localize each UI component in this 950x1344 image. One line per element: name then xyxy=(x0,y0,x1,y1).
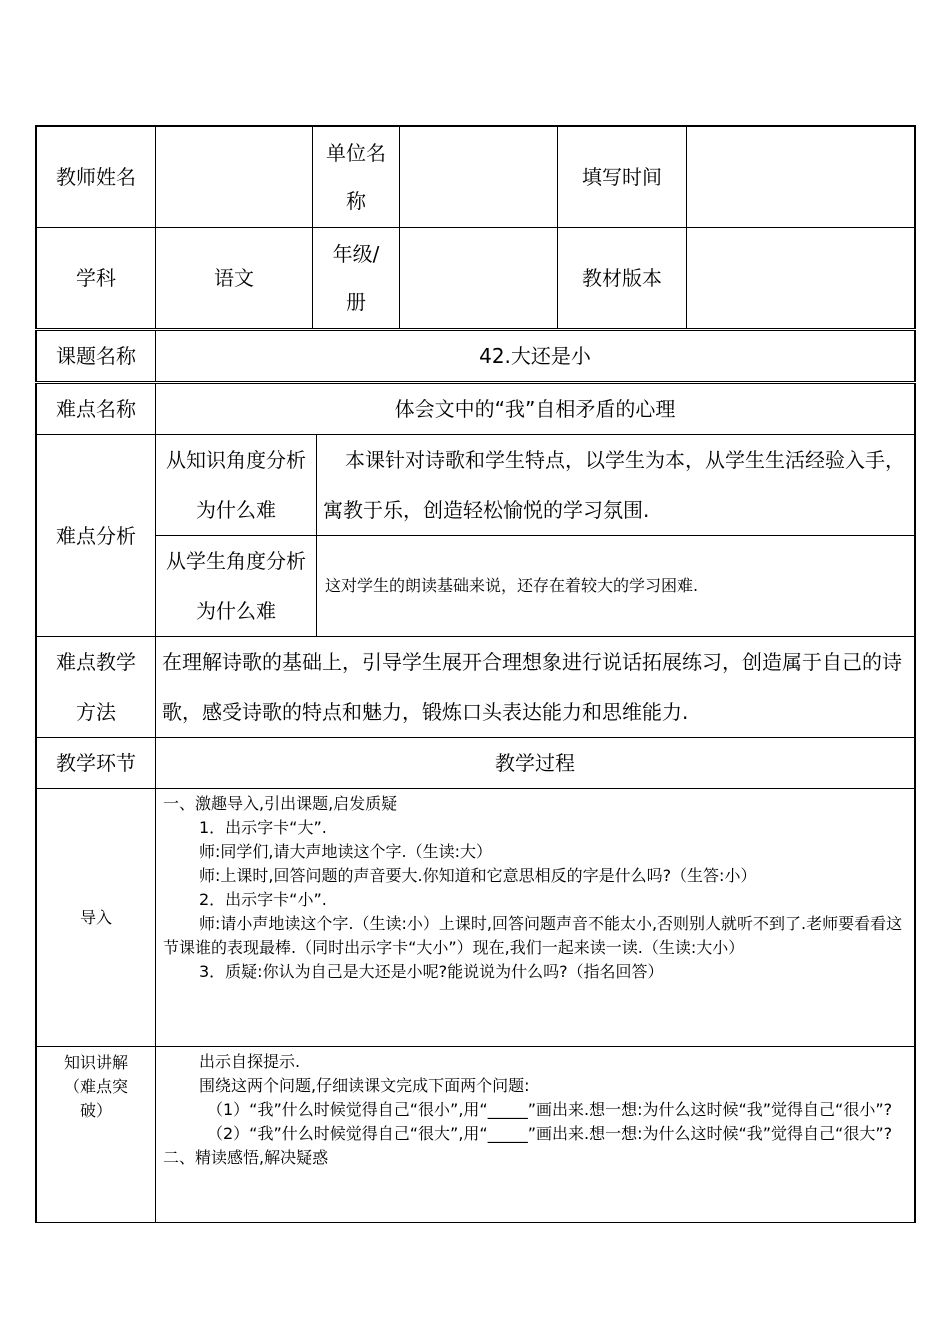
subject-label: 学科 xyxy=(76,266,116,290)
student-analysis-row xyxy=(156,536,914,636)
knowledge-line: 出示自探提示. xyxy=(199,1052,301,1071)
difficulty-value: 体会文中的“我”自相矛盾的心理 xyxy=(394,397,676,421)
knowledge-angle-text-cell xyxy=(317,435,914,535)
knowledge-angle-text: 本课针对诗歌和学生特点，以学生为本，从学生生活经验入手，寓教于乐，创造轻松愉悦的学习氛围. xyxy=(323,448,905,522)
student-angle-label: 从学生角度分析为什么难 xyxy=(166,549,306,623)
intro-label: 导入 xyxy=(79,907,112,927)
knowledge-angle-label: 从知识角度分析为什么难 xyxy=(166,448,306,522)
intro-line: 一、激趣导入,引出课题,启发质疑 xyxy=(163,794,398,813)
fill-time-label: 填写时间 xyxy=(582,165,662,189)
process-title: 教学过程 xyxy=(495,751,575,775)
intro-line: 2．出示字卡“小”. xyxy=(199,890,327,909)
intro-line: 3．质疑:你认为自己是大还是小呢?能说说为什么吗?（指名回答） xyxy=(199,962,664,981)
unit-name-value[interactable] xyxy=(400,127,557,227)
method-label: 难点教学方法 xyxy=(56,650,136,724)
row-teacher xyxy=(35,127,916,227)
analysis-label: 难点分析 xyxy=(56,523,136,548)
row-intro xyxy=(35,789,916,1046)
row-analysis xyxy=(35,435,916,636)
intro-line: 师:请小声地读这个字.（生读:小）上课时,回答问题声音不能太小,否则别人就听不到了.老师要看看这节课谁的表现最棒.（同时出示字卡“大小”）现在,我们一起来读一读.（生读:大小） xyxy=(163,914,903,957)
intro-line: 师:同学们,请大声地读这个字.（生读:大） xyxy=(199,842,492,861)
teacher-name-label: 教师姓名 xyxy=(56,165,136,189)
intro-line: 1．出示字卡“大”. xyxy=(199,818,327,837)
topic-label: 课题名称 xyxy=(56,344,136,368)
method-text: 在理解诗歌的基础上，引导学生展开合理想象进行说话拓展练习，创造属于自己的诗歌，感受诗歌的特点和魅力，锻炼口头表达能力和思维能力. xyxy=(162,650,902,724)
row-difficulty xyxy=(35,384,916,434)
knowledge-analysis-row xyxy=(156,435,914,535)
row-topic xyxy=(35,331,916,381)
row-knowledge xyxy=(35,1047,916,1222)
grade-value[interactable] xyxy=(400,228,557,328)
knowledge-line: （2）“我”什么时候觉得自己“很大”,用“_____”画出来.想一想:为什么这时候“我”觉得自己“很大”? xyxy=(207,1124,893,1143)
subject-value: 语文 xyxy=(214,266,254,290)
fill-time-value[interactable] xyxy=(687,127,914,227)
knowledge-line: 二、精读感悟,解决疑惑 xyxy=(163,1148,329,1167)
unit-name-label: 单位名称 xyxy=(326,141,386,213)
textbook-value[interactable] xyxy=(687,228,914,328)
topic-value: 42.大还是小 xyxy=(479,344,591,368)
knowledge-line: 围绕这两个问题,仔细读课文完成下面两个问题: xyxy=(199,1076,530,1095)
student-angle-text-cell xyxy=(317,536,914,636)
row-process-header xyxy=(35,738,916,788)
lesson-plan-table xyxy=(35,125,916,1223)
intro-line: 师:上课时,回答问题的声音要大.你知道和它意思相反的字是什么吗?（生答:小） xyxy=(199,866,757,885)
row-method xyxy=(35,637,916,737)
grade-label: 年级/册 xyxy=(332,242,380,314)
knowledge-label: 知识讲解（难点突破） xyxy=(63,1053,128,1120)
process-step-label: 教学环节 xyxy=(56,751,136,775)
knowledge-content xyxy=(163,1050,904,1170)
student-angle-text: 这对学生的朗读基础来说，还存在着较大的学习困难. xyxy=(325,576,699,595)
intro-content xyxy=(163,792,904,984)
difficulty-label: 难点名称 xyxy=(56,397,136,421)
row-subject xyxy=(35,228,916,328)
method-text-cell xyxy=(156,637,914,737)
textbook-label: 教材版本 xyxy=(582,266,662,290)
knowledge-line: （1）“我”什么时候觉得自己“很小”,用“_____”画出来.想一想:为什么这时候“我”觉得自己“很小”? xyxy=(207,1100,893,1119)
teacher-name-value[interactable] xyxy=(156,127,312,227)
